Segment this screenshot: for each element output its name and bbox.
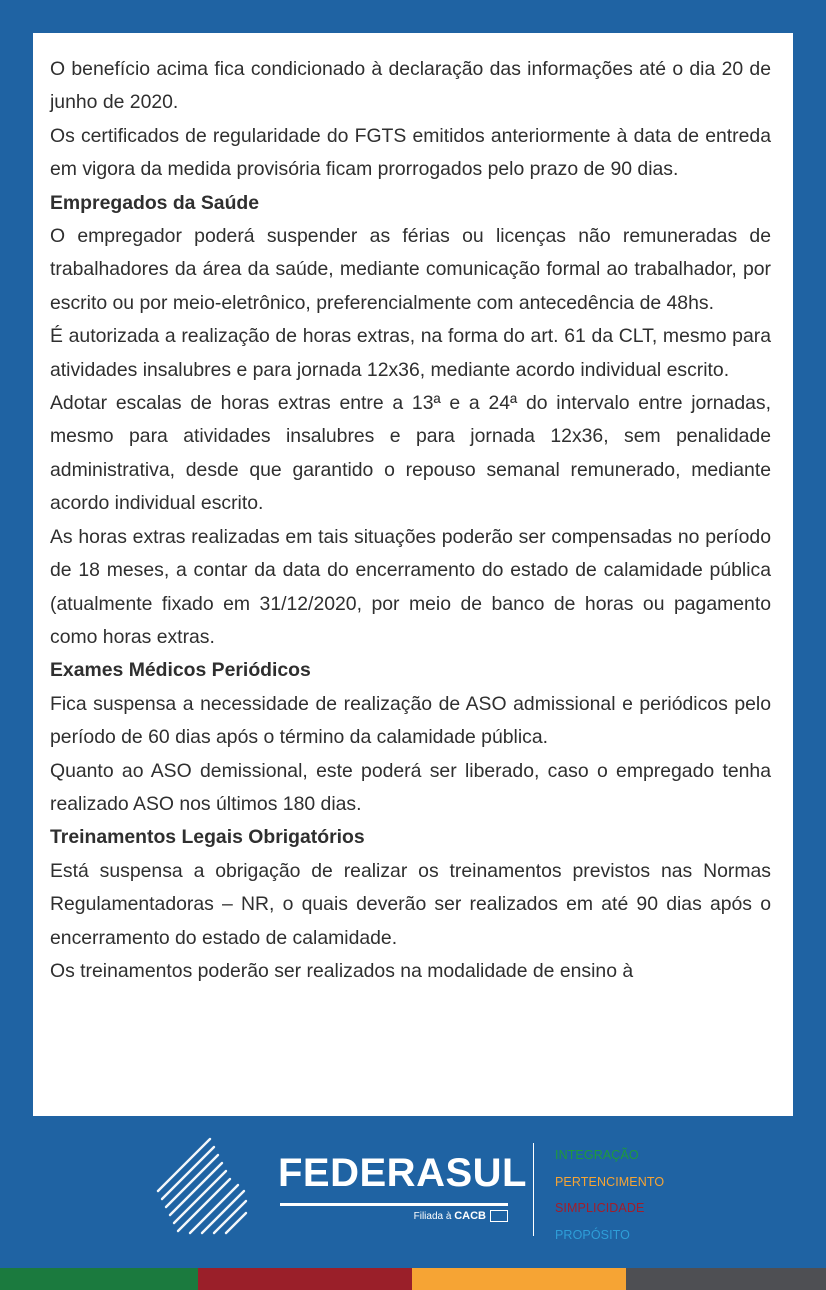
color-bars [0,1268,826,1290]
affiliation-text [414,1209,486,1224]
affiliation-org: CACB [454,1210,486,1222]
affiliation-prefix: Filiada à [413,1211,452,1222]
document-card [33,33,793,1116]
values-list [555,1142,664,1248]
federasul-logo [278,1151,527,1222]
paragraph: É autorizada a realização de horas extras, na forma do art. 61 da CLT, mesmo para atividades insalubres e para jornada 12x36, mediante acordo individual escrito. [50,325,771,381]
value-integração: INTEGRAÇÃO [555,1148,639,1162]
paragraph: Fica suspensa a necessidade de realização de ASO admissional e periódicos pelo período de 60 dias após o término da calamidade pública. [50,692,771,749]
cacb-icon [490,1210,508,1222]
paragraph: Quanto ao ASO demissional, este poderá ser liberado, caso o empregado tenha realizado ASO nos últimos 180 dias. [50,759,771,815]
paragraph: Adotar escalas de horas extras entre a 13ª e a 24ª do intervalo entre jornadas, mesmo para atividades insalubres e para jornada 12x36, sem penalidade administrativa, desde que garantido o repouso semanal remunerado, mediante acordo individual escrito. [50,392,771,515]
paragraph: Está suspensa a obrigação de realizar os treinamentos previstos nas Normas Regulamentadoras – NR, o quais deverão ser realizados em até 90 dias após o encerramento do estado de calamidade. [50,859,771,949]
paragraph: Os certificados de regularidade do FGTS emitidos anteriormente à data de entreda em vigora da medida provisória ficam prorrogados pelo prazo de 90 dias. [50,124,771,181]
value-propósito: PROPÓSITO [555,1227,630,1242]
paragraph: Os treinamentos poderão ser realizados na modalidade de ensino à [50,959,634,982]
color-bar [0,1268,198,1290]
color-bar [412,1268,626,1290]
color-bar [198,1268,412,1290]
color-bar [626,1268,826,1290]
section-heading: Empregados da Saúde [50,191,260,214]
brand-name: FEDERASUL [278,1151,527,1195]
value-pertencimento: PERTENCIMENTO [555,1174,665,1189]
federasul-stripes-icon [150,1133,250,1243]
paragraph: As horas extras realizadas em tais situações poderão ser compensadas no período de 18 meses, a contar da data do encerramento do estado de calamidade pública (atualmente fixado em 31/12/2020, por meio de banco de horas ou pagamento como horas extras. [50,525,771,648]
footer-divider [533,1143,534,1236]
paragraph: O empregador poderá suspender as férias ou licenças não remuneradas de trabalhadores da área da saúde, mediante comunicação formal ao trabalhador, por escrito ou por meio-eletrônico, preferencialmente com antecedência de 48hs. [50,225,771,314]
section-heading: Exames Médicos Periódicos [50,659,311,682]
section-heading: Treinamentos Legais Obrigatórios [50,826,365,849]
brand-rule [280,1203,508,1206]
paragraph: O benefício acima fica condicionado à declaração das informações até o dia 20 de junho de 2020. [50,58,771,114]
value-simplicidade: SIMPLICIDADE [555,1201,645,1215]
